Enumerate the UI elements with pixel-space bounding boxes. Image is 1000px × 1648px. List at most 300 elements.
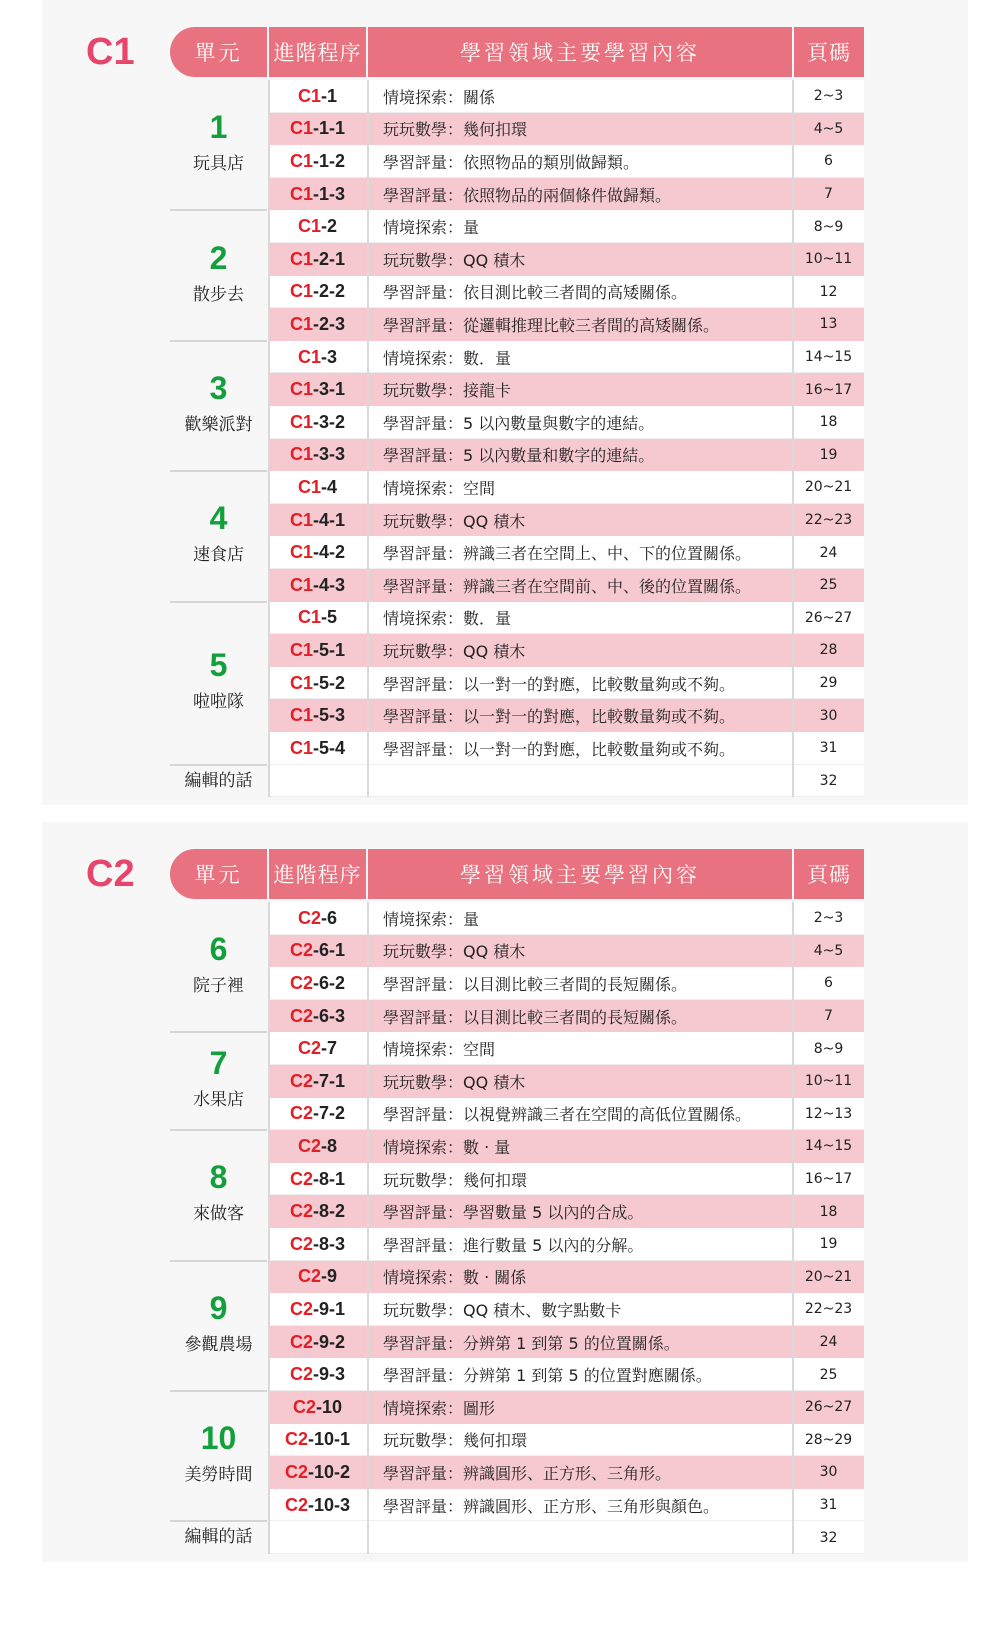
unit-label xyxy=(170,933,267,996)
code-suffix: -3-2 xyxy=(313,411,346,432)
code-suffix: -3 xyxy=(321,346,338,367)
code-prefix: C2 xyxy=(284,1461,308,1482)
unit-number: 4 xyxy=(209,500,228,537)
page-number: 6 xyxy=(824,975,833,992)
code-prefix: C2 xyxy=(289,1168,313,1189)
learning-content: 學習評量：以目測比較三者間的長短關係。 xyxy=(383,1007,688,1027)
code-prefix: C2 xyxy=(297,1038,321,1059)
page-number: 19 xyxy=(819,1236,838,1253)
header-program: 進階程序 xyxy=(269,849,366,899)
column-divider xyxy=(792,902,794,1554)
program-code xyxy=(269,145,366,178)
table-row xyxy=(269,406,864,439)
code-prefix: C1 xyxy=(297,346,321,367)
page-number: 10~11 xyxy=(804,251,853,268)
table-row xyxy=(269,1065,864,1098)
program-code xyxy=(269,1000,366,1033)
table-row xyxy=(269,1521,864,1554)
code-suffix: -1 xyxy=(321,85,338,106)
page-number: 7 xyxy=(824,1008,833,1025)
program-code xyxy=(269,80,366,113)
code-prefix: C1 xyxy=(289,183,313,204)
table-row xyxy=(269,1163,864,1196)
code-suffix: -10 xyxy=(316,1396,343,1417)
code-suffix: -7 xyxy=(321,1038,338,1059)
program-code xyxy=(269,341,366,374)
unit-number: 9 xyxy=(209,1289,228,1326)
learning-content: 學習評量：依照物品的類別做歸類。 xyxy=(383,152,640,172)
code-suffix: -9-1 xyxy=(313,1298,346,1319)
code-suffix: -8-1 xyxy=(313,1168,346,1189)
page-number: 16~17 xyxy=(804,381,853,398)
table-row xyxy=(269,1130,864,1163)
program-code xyxy=(269,1228,366,1261)
program-code xyxy=(269,308,366,341)
table-row xyxy=(269,935,864,968)
unit-label xyxy=(170,372,267,435)
program-code xyxy=(269,1130,366,1163)
code-prefix: C1 xyxy=(289,379,313,400)
code-suffix: -6-2 xyxy=(313,972,346,993)
code-prefix: C1 xyxy=(289,118,313,139)
learning-content: 情境探索：數 ‧ 關係 xyxy=(383,1268,527,1288)
unit-label xyxy=(170,502,267,565)
unit-name: 速食店 xyxy=(193,545,244,566)
unit-label xyxy=(170,1047,267,1110)
code-prefix: C1 xyxy=(297,476,321,497)
table-row xyxy=(269,967,864,1000)
page-number: 32 xyxy=(819,772,838,789)
table-row xyxy=(269,1358,864,1391)
code-suffix: -6 xyxy=(321,907,338,928)
code-suffix: -5-4 xyxy=(313,737,346,758)
program-code xyxy=(269,1032,366,1065)
table-row xyxy=(269,145,864,178)
table-row xyxy=(269,341,864,374)
table-body xyxy=(170,902,864,1554)
program-code xyxy=(269,902,366,935)
learning-content: 學習評量：以目測比較三者間的長短關係。 xyxy=(383,974,688,994)
column-divider xyxy=(792,80,794,797)
page-number: 12~13 xyxy=(804,1105,853,1122)
code-suffix: -2 xyxy=(321,216,338,237)
code-prefix: C2 xyxy=(289,972,313,993)
program-code xyxy=(269,113,366,146)
code-suffix: -3-3 xyxy=(313,444,346,465)
program-code xyxy=(269,967,366,1000)
unit-number: 10 xyxy=(200,1420,237,1457)
code-suffix: -10-1 xyxy=(307,1429,351,1450)
program-code xyxy=(269,178,366,211)
unit-divider xyxy=(170,1031,267,1033)
page-number: 16~17 xyxy=(804,1171,853,1188)
program-code xyxy=(269,1489,366,1522)
unit-label xyxy=(170,1161,267,1224)
page-number: 31 xyxy=(819,740,838,757)
page-number: 31 xyxy=(819,1497,838,1514)
learning-content: 學習評量：分辨第 1 到第 5 的位置對應關係。 xyxy=(383,1366,712,1386)
header-page: 頁碼 xyxy=(794,849,864,899)
page-number: 19 xyxy=(819,446,838,463)
unit-label xyxy=(170,649,267,712)
column-divider xyxy=(367,80,369,797)
code-suffix: -6-1 xyxy=(313,940,346,961)
code-prefix: C1 xyxy=(289,705,313,726)
column-divider xyxy=(268,902,270,1554)
table-row xyxy=(269,471,864,504)
page-number: 14~15 xyxy=(804,1138,853,1155)
learning-content: 情境探索：空間 xyxy=(383,1040,496,1060)
table-header xyxy=(170,27,864,77)
program-code xyxy=(269,243,366,276)
learning-content: 學習評量：以一對一的對應，比較數量夠或不夠。 xyxy=(383,674,736,694)
table-row xyxy=(269,1293,864,1326)
code-suffix: -1-3 xyxy=(313,183,346,204)
section-label: C1 xyxy=(86,31,135,73)
header-unit: 單元 xyxy=(170,27,267,77)
code-prefix: C1 xyxy=(297,607,321,628)
page-number: 12 xyxy=(819,283,838,300)
table-row xyxy=(269,569,864,602)
learning-content: 學習評量：依目測比較三者間的高矮關係。 xyxy=(383,283,688,303)
table-row xyxy=(269,1391,864,1424)
program-code xyxy=(269,1293,366,1326)
learning-content: 情境探索：關係 xyxy=(383,87,496,107)
learning-content: 玩玩數學：QQ 積木 xyxy=(383,942,526,962)
page-number: 25 xyxy=(819,577,838,594)
code-suffix: -5-3 xyxy=(313,705,346,726)
program-code xyxy=(269,569,366,602)
unit-divider xyxy=(170,209,267,211)
unit-name: 玩具店 xyxy=(193,154,244,175)
learning-content: 玩玩數學：幾何扣環 xyxy=(383,1431,528,1451)
page-number: 13 xyxy=(819,316,838,333)
table-row xyxy=(269,602,864,635)
code-prefix: C2 xyxy=(289,1201,313,1222)
program-code xyxy=(269,732,366,765)
learning-content: 情境探索：數．量 xyxy=(383,609,512,629)
table-row xyxy=(269,667,864,700)
learning-content: 情境探索：圖形 xyxy=(383,1398,496,1418)
code-prefix: C1 xyxy=(289,672,313,693)
unit-divider xyxy=(170,1260,267,1262)
unit-name: 參觀農場 xyxy=(184,1334,253,1355)
page-number: 24 xyxy=(819,544,838,561)
program-code xyxy=(269,667,366,700)
learning-content: 學習評量：5 以內數量與數字的連結。 xyxy=(383,413,655,433)
table-header xyxy=(170,849,864,899)
page-number: 8~9 xyxy=(813,218,844,235)
program-code xyxy=(269,373,366,406)
learning-content: 玩玩數學：接龍卡 xyxy=(383,381,512,401)
header-content: 學習領域主要學習內容 xyxy=(368,27,792,77)
code-suffix: -1-1 xyxy=(313,118,346,139)
page-number: 20~21 xyxy=(804,1268,853,1285)
editor-note-label: 編輯的話 xyxy=(184,1527,253,1548)
page-number: 2~3 xyxy=(813,88,844,105)
page-number: 18 xyxy=(819,1203,838,1220)
code-prefix: C1 xyxy=(289,248,313,269)
learning-content: 學習評量：5 以內數量和數字的連結。 xyxy=(383,446,655,466)
code-prefix: C2 xyxy=(289,1070,313,1091)
code-suffix: -4-1 xyxy=(313,509,346,530)
table-row xyxy=(269,1032,864,1065)
learning-content: 學習評量：以一對一的對應，比較數量夠或不夠。 xyxy=(383,707,736,727)
learning-content: 學習評量：辨識圓形、正方形、三角形與顏色。 xyxy=(383,1496,720,1516)
code-suffix: -10-2 xyxy=(307,1461,351,1482)
page-number: 10~11 xyxy=(804,1073,853,1090)
code-suffix: -5-2 xyxy=(313,672,346,693)
header-page: 頁碼 xyxy=(794,27,864,77)
page-number: 28~29 xyxy=(804,1431,853,1448)
program-code xyxy=(269,504,366,537)
unit-divider xyxy=(170,1390,267,1392)
code-suffix: -5-1 xyxy=(313,639,346,660)
program-code xyxy=(269,406,366,439)
unit-number: 6 xyxy=(209,931,228,968)
program-code xyxy=(269,1261,366,1294)
page-number: 8~9 xyxy=(813,1040,844,1057)
code-suffix: -8 xyxy=(321,1135,338,1156)
unit-number: 3 xyxy=(209,370,228,406)
program-code xyxy=(269,699,366,732)
program-code xyxy=(269,1358,366,1391)
code-suffix: -3-1 xyxy=(313,379,346,400)
unit-label xyxy=(170,1289,267,1355)
program-code xyxy=(269,1391,366,1424)
code-prefix: C2 xyxy=(289,1103,313,1124)
code-prefix: C2 xyxy=(289,1364,313,1385)
code-suffix: -6-3 xyxy=(313,1005,346,1026)
table-row xyxy=(269,308,864,341)
learning-content: 玩玩數學：幾何扣環 xyxy=(383,1170,528,1190)
learning-content: 玩玩數學：QQ 積木 xyxy=(383,641,526,661)
code-prefix: C2 xyxy=(289,1298,313,1319)
page-number: 2~3 xyxy=(813,910,844,927)
learning-content: 情境探索：量 xyxy=(383,909,480,929)
code-suffix: -4 xyxy=(321,476,338,497)
learning-content: 玩玩數學：QQ 積木 xyxy=(383,511,526,531)
code-suffix: -2-1 xyxy=(313,248,346,269)
unit-number: 5 xyxy=(209,647,228,684)
learning-content: 學習評量：以視覺辨識三者在空間的高低位置關係。 xyxy=(383,1105,752,1125)
table-row xyxy=(269,276,864,309)
page-number: 14~15 xyxy=(804,349,853,366)
page-number: 18 xyxy=(819,414,838,431)
code-prefix: C2 xyxy=(297,907,321,928)
code-prefix: C2 xyxy=(289,1331,313,1352)
code-suffix: -8-2 xyxy=(313,1201,346,1222)
table-row xyxy=(269,178,864,211)
code-suffix: -7-2 xyxy=(313,1103,346,1124)
page-number: 30 xyxy=(819,1464,838,1481)
learning-content: 學習評量：學習數量 5 以內的合成。 xyxy=(383,1203,644,1223)
page-number: 7 xyxy=(824,186,833,203)
table-row xyxy=(269,210,864,243)
learning-content: 情境探索：數．量 xyxy=(383,348,512,368)
learning-content: 情境探索：空間 xyxy=(383,478,496,498)
table-body xyxy=(170,80,864,797)
code-suffix: -9-3 xyxy=(313,1364,346,1385)
code-suffix: -4-2 xyxy=(313,542,346,563)
code-prefix: C1 xyxy=(289,737,313,758)
code-prefix: C2 xyxy=(289,940,313,961)
code-suffix: -5 xyxy=(321,607,338,628)
table-row xyxy=(269,1195,864,1228)
table-row xyxy=(269,439,864,472)
program-code xyxy=(269,1195,366,1228)
unit-number: 1 xyxy=(209,109,228,146)
page-number: 6 xyxy=(824,153,833,170)
page-number: 30 xyxy=(819,707,838,724)
page-number: 32 xyxy=(819,1529,838,1546)
page-number: 25 xyxy=(819,1366,838,1383)
learning-content: 學習評量：辨識三者在空間上、中、下的位置關係。 xyxy=(383,544,752,564)
table-row xyxy=(269,113,864,146)
column-divider xyxy=(367,902,369,1554)
unit-name: 啦啦隊 xyxy=(193,692,244,713)
page-number: 24 xyxy=(819,1334,838,1351)
code-prefix: C1 xyxy=(289,411,313,432)
unit-number: 7 xyxy=(209,1045,228,1082)
code-suffix: -9-2 xyxy=(313,1331,346,1352)
program-code xyxy=(269,210,366,243)
table-row xyxy=(269,243,864,276)
unit-divider xyxy=(170,340,267,342)
unit-number: 2 xyxy=(209,239,228,276)
program-code xyxy=(269,439,366,472)
table-row xyxy=(269,1228,864,1261)
learning-content: 學習評量：辨識圓形、正方形、三角形。 xyxy=(383,1463,672,1483)
header-content: 學習領域主要學習內容 xyxy=(368,849,792,899)
table-row xyxy=(269,732,864,765)
learning-content: 學習評量：從邏輯推理比較三者間的高矮關係。 xyxy=(383,315,720,335)
learning-content: 學習評量：以一對一的對應，比較數量夠或不夠。 xyxy=(383,739,736,759)
page-number: 28 xyxy=(819,642,838,659)
header-program: 進階程序 xyxy=(269,27,366,77)
learning-content: 玩玩數學：QQ 積木 xyxy=(383,1072,526,1092)
code-prefix: C1 xyxy=(289,313,313,334)
unit-name: 美勞時間 xyxy=(184,1465,253,1486)
learning-content: 玩玩數學：幾何扣環 xyxy=(383,120,528,140)
page-number: 29 xyxy=(819,675,838,692)
table-row xyxy=(269,80,864,113)
learning-content: 情境探索：數 ‧ 量 xyxy=(383,1137,511,1157)
program-code xyxy=(269,471,366,504)
unit-label xyxy=(170,239,267,305)
program-code xyxy=(269,1098,366,1131)
code-prefix: C2 xyxy=(297,1266,321,1287)
table-row xyxy=(269,1489,864,1522)
unit-label xyxy=(170,1422,267,1485)
code-suffix: -7-1 xyxy=(313,1070,346,1091)
program-code xyxy=(269,602,366,635)
learning-content: 玩玩數學：QQ 積木 xyxy=(383,250,526,270)
table-row xyxy=(269,1261,864,1294)
table-row xyxy=(269,1000,864,1033)
program-code xyxy=(269,1163,366,1196)
code-prefix: C1 xyxy=(289,281,313,302)
table-row xyxy=(269,1098,864,1131)
table-row xyxy=(269,504,864,537)
code-suffix: -1-2 xyxy=(313,150,346,171)
code-prefix: C2 xyxy=(289,1233,313,1254)
table-row xyxy=(269,699,864,732)
page-number: 4~5 xyxy=(813,942,844,959)
table-row xyxy=(269,634,864,667)
learning-content: 學習評量：分辨第 1 到第 5 的位置關係。 xyxy=(383,1333,680,1353)
program-code xyxy=(269,935,366,968)
section-label: C2 xyxy=(86,853,135,895)
program-code xyxy=(269,1065,366,1098)
unit-label xyxy=(170,111,267,174)
code-prefix: C2 xyxy=(284,1429,308,1450)
program-code xyxy=(269,1456,366,1489)
program-code xyxy=(269,1326,366,1359)
unit-divider xyxy=(170,470,267,472)
code-prefix: C1 xyxy=(289,150,313,171)
code-prefix: C2 xyxy=(284,1494,308,1515)
unit-name: 歡樂派對 xyxy=(184,415,253,435)
unit-name: 水果店 xyxy=(193,1090,244,1111)
program-code xyxy=(269,276,366,309)
code-prefix: C1 xyxy=(297,85,321,106)
table-row xyxy=(269,1326,864,1359)
code-suffix: -8-3 xyxy=(313,1233,346,1254)
code-suffix: -2-3 xyxy=(313,313,346,334)
code-prefix: C1 xyxy=(289,639,313,660)
code-prefix: C1 xyxy=(297,216,321,237)
table-row xyxy=(269,765,864,798)
code-prefix: C2 xyxy=(292,1396,316,1417)
code-prefix: C1 xyxy=(289,444,313,465)
code-suffix: -4-3 xyxy=(313,574,346,595)
table-row xyxy=(269,1456,864,1489)
unit-name: 來做客 xyxy=(193,1204,244,1225)
code-suffix: -2-2 xyxy=(313,281,346,302)
unit-divider xyxy=(170,1129,267,1131)
page-number: 22~23 xyxy=(804,1301,853,1318)
code-prefix: C2 xyxy=(289,1005,313,1026)
header-unit: 單元 xyxy=(170,849,267,899)
unit-divider xyxy=(170,601,267,603)
program-code xyxy=(269,634,366,667)
program-code xyxy=(269,1424,366,1457)
page-number: 22~23 xyxy=(804,512,853,529)
table-row xyxy=(269,902,864,935)
column-divider xyxy=(268,80,270,797)
code-suffix: -10-3 xyxy=(307,1494,351,1515)
code-prefix: C1 xyxy=(289,542,313,563)
page-number: 26~27 xyxy=(804,609,853,626)
table-row xyxy=(269,373,864,406)
learning-content: 學習評量：辨識三者在空間前、中、後的位置關係。 xyxy=(383,576,752,596)
learning-content: 玩玩數學：QQ 積木、數字點數卡 xyxy=(383,1300,622,1320)
learning-content: 學習評量：進行數量 5 以內的分解。 xyxy=(383,1235,644,1255)
code-prefix: C2 xyxy=(297,1135,321,1156)
learning-content: 學習評量：依照物品的兩個條件做歸類。 xyxy=(383,185,672,205)
unit-name: 院子裡 xyxy=(193,976,244,997)
code-prefix: C1 xyxy=(289,509,313,530)
unit-name: 散步去 xyxy=(193,284,244,305)
table-row xyxy=(269,536,864,569)
table-row xyxy=(269,1424,864,1457)
page-number: 4~5 xyxy=(813,120,844,137)
page-number: 26~27 xyxy=(804,1399,853,1416)
code-suffix: -9 xyxy=(321,1266,338,1287)
program-code xyxy=(269,536,366,569)
learning-content: 情境探索：量 xyxy=(383,218,480,238)
